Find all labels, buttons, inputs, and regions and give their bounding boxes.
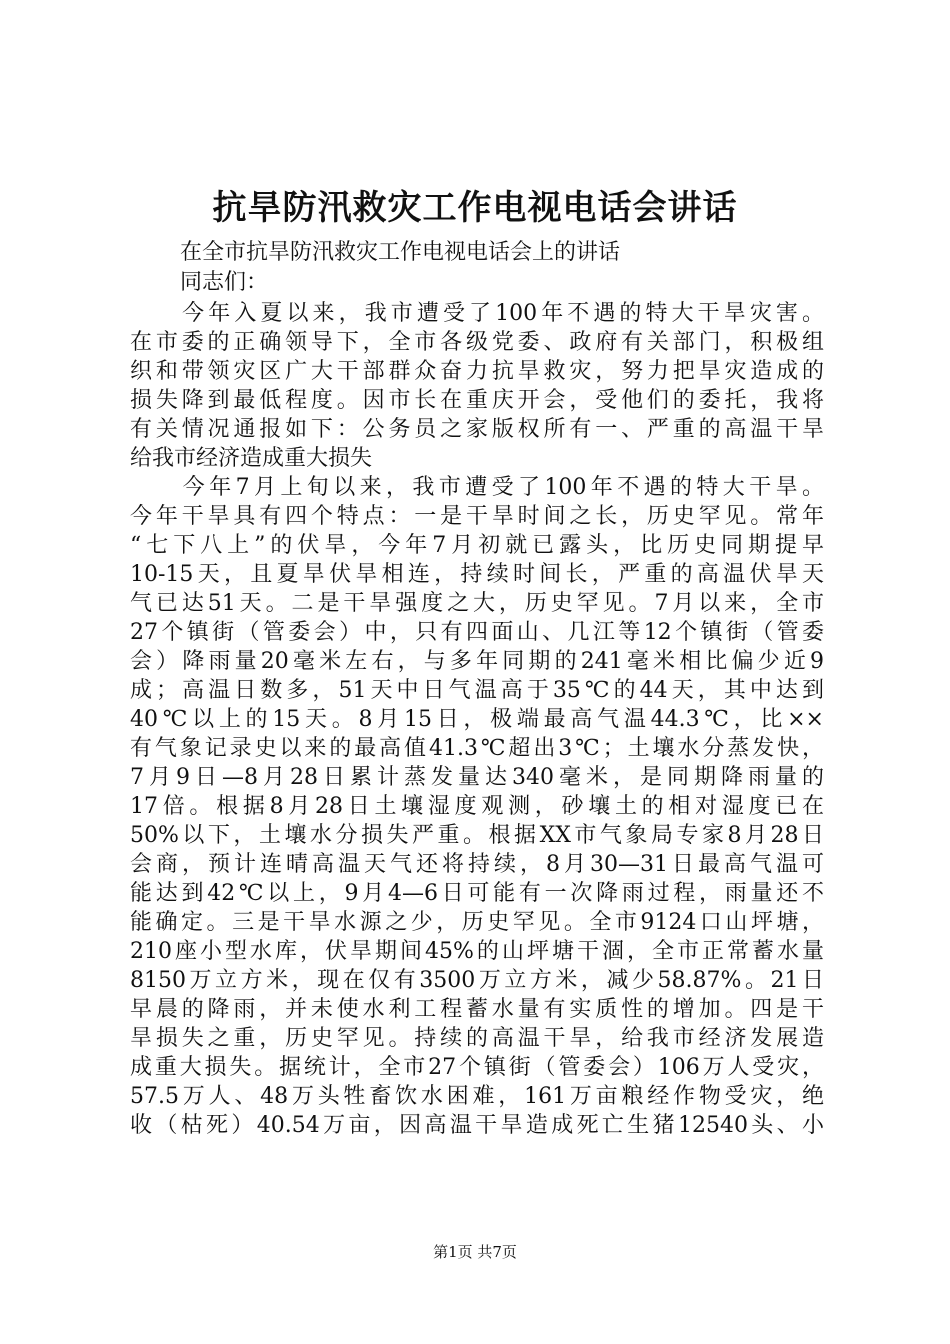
text-line: 8150万立方米，现在仅有3500万立方米，减少58.87%。21日 bbox=[130, 968, 824, 993]
text-line: 210座小型水库，伏旱期间45%的山坪塘干涸，全市正常蓄水量 bbox=[130, 939, 824, 964]
body-text bbox=[130, 299, 824, 1140]
text-line: 能确定。三是干旱水源之少，历史罕见。全市9124口山坪塘， bbox=[130, 910, 824, 935]
text-line: 收（枯死）40.54万亩，因高温干旱造成死亡生猪12540头、小 bbox=[130, 1113, 824, 1138]
text-line: 17倍。根据8月28日土壤湿度观测，砂壤土的相对湿度已在 bbox=[130, 794, 824, 819]
text-line: 50%以下，土壤水分损失严重。根据XX市气象局专家8月28日 bbox=[130, 823, 824, 848]
text-line: 57.5万人、48万头牲畜饮水困难，161万亩粮经作物受灾，绝 bbox=[130, 1084, 824, 1109]
text-line: 织和带领灾区广大干部群众奋力抗旱救灾，努力把旱灾造成的 bbox=[130, 359, 824, 384]
document-title: 抗旱防汛救灾工作电视电话会讲话 bbox=[212, 188, 738, 228]
text-line: 有气象记录史以来的最高值41.3℃超出3℃；土壤水分蒸发快， bbox=[130, 736, 824, 761]
text-line: 在市委的正确领导下，全市各级党委、政府有关部门，积极组 bbox=[130, 330, 824, 355]
document-subtitle: 在全市抗旱防汛救灾工作电视电话会上的讲话 bbox=[180, 240, 621, 265]
text-line: 给我市经济造成重大损失 bbox=[130, 446, 373, 471]
page-number: 第1页 共7页 bbox=[433, 1243, 517, 1261]
text-line: 成；高温日数多，51天中日气温高于35℃的44天，其中达到 bbox=[130, 678, 824, 703]
text-line: 会）降雨量20毫米左右，与多年同期的241毫米相比偏少近9 bbox=[130, 649, 824, 674]
text-line: 10-15天，且夏旱伏旱相连，持续时间长，严重的高温伏旱天 bbox=[130, 562, 824, 587]
text-line: 7月9日—8月28日累计蒸发量达340毫米，是同期降雨量的 bbox=[130, 765, 824, 790]
text-line: “七下八上”的伏旱，今年7月初就已露头，比历史同期提早 bbox=[130, 533, 824, 558]
salutation: 同志们： bbox=[180, 270, 269, 295]
text-line: 会商，预计连晴高温天气还将持续，8月30—31日最高气温可 bbox=[130, 852, 824, 877]
text-line: 成重大损失。据统计，全市27个镇街（管委会）106万人受灾， bbox=[130, 1055, 824, 1080]
text-line: 27个镇街（管委会）中，只有四面山、几江等12个镇街（管委 bbox=[130, 620, 824, 645]
text-line: 能达到42℃以上，9月4—6日可能有一次降雨过程，雨量还不 bbox=[130, 881, 824, 906]
text-line: 今年干旱具有四个特点：一是干旱时间之长，历史罕见。常年 bbox=[130, 504, 824, 529]
text-line: 今年7月上旬以来，我市遭受了100年不遇的特大干旱。 bbox=[130, 475, 824, 500]
text-line: 旱损失之重，历史罕见。持续的高温干旱，给我市经济发展造 bbox=[130, 1026, 824, 1051]
text-line: 气已达51天。二是干旱强度之大，历史罕见。7月以来，全市 bbox=[130, 591, 824, 616]
text-line: 损失降到最低程度。因市长在重庆开会，受他们的委托，我将 bbox=[130, 388, 824, 413]
text-line: 有关情况通报如下：公务员之家版权所有一、严重的高温干旱 bbox=[130, 417, 824, 442]
text-line: 今年入夏以来，我市遭受了100年不遇的特大干旱灾害。 bbox=[130, 301, 824, 326]
text-line: 早晨的降雨，并未使水利工程蓄水量有实质性的增加。四是干 bbox=[130, 997, 824, 1022]
text-line: 40℃以上的15天。8月15日，极端最高气温44.3℃，比×× bbox=[130, 707, 824, 732]
